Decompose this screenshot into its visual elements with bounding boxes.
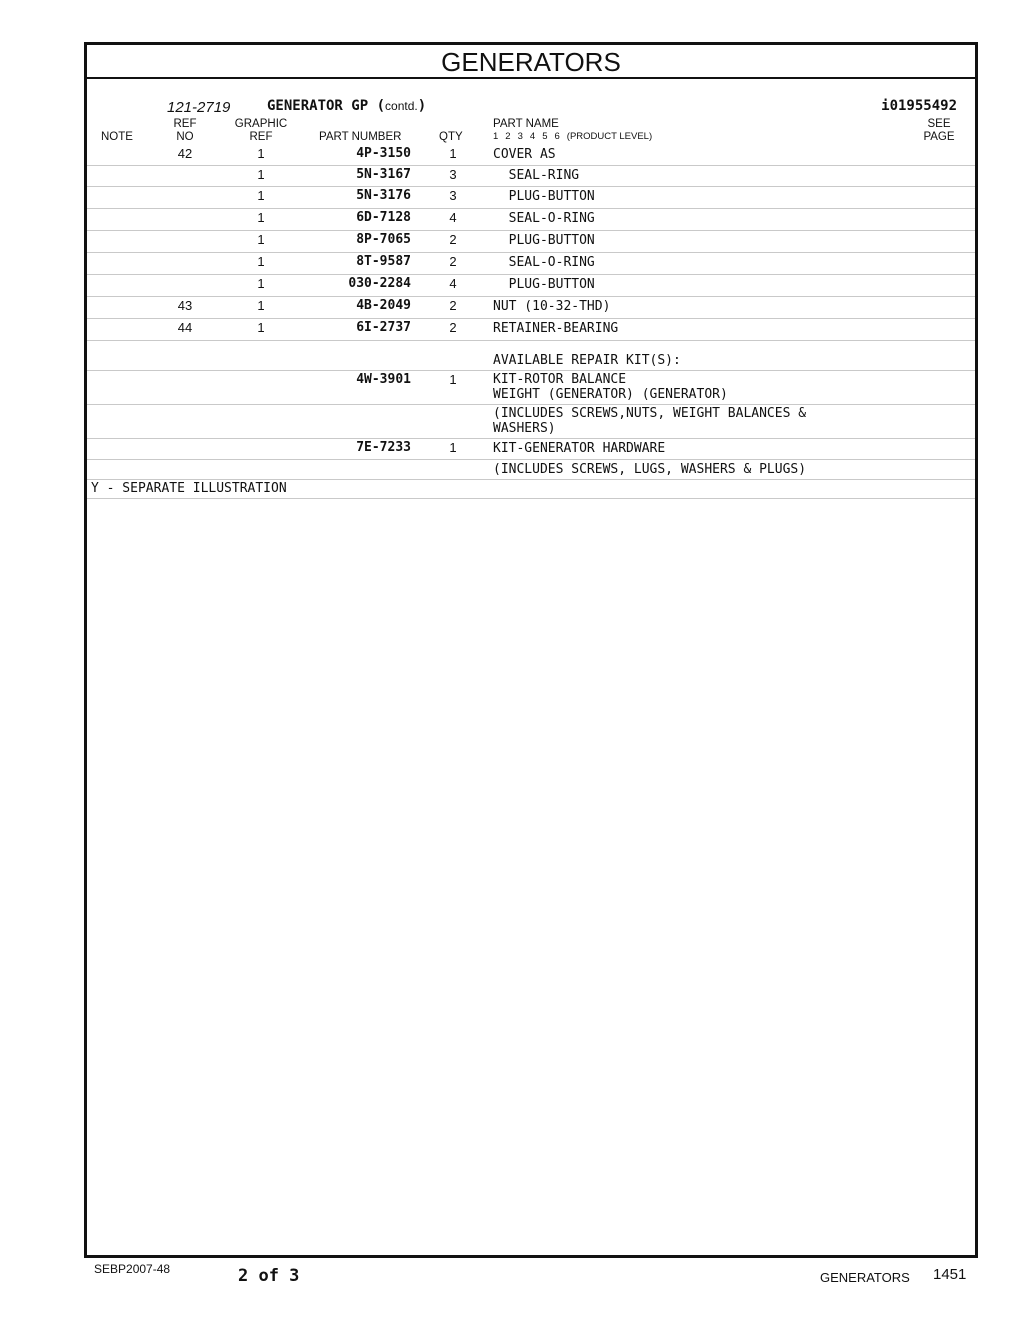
doc-code: SEBP2007-48: [94, 1262, 171, 1276]
table-row: [87, 253, 975, 275]
qty: 2: [449, 320, 457, 335]
table-row: [87, 231, 975, 253]
part-name: KIT-GENERATOR HARDWARE: [493, 441, 666, 456]
qty: 3: [449, 167, 457, 182]
header-qty: QTY: [439, 131, 463, 143]
part-name: PLUG-BUTTON: [493, 233, 595, 248]
table-row: [87, 319, 975, 341]
kit-row: [87, 371, 975, 405]
part-name: KIT-ROTOR BALANCE WEIGHT (GENERATOR) (GENERATOR): [493, 372, 728, 402]
part-number: 5N-3176: [356, 188, 411, 203]
table-row: [87, 145, 975, 166]
part-number: 5N-3167: [356, 167, 411, 182]
kits-heading: AVAILABLE REPAIR KIT(S):: [493, 353, 681, 368]
part-number: 8P-7065: [356, 232, 411, 247]
kit-note-row: [87, 405, 975, 439]
graphic-ref: 1: [257, 167, 265, 182]
kit-note: (INCLUDES SCREWS, LUGS, WASHERS & PLUGS): [493, 462, 807, 477]
kit-note-row: [87, 460, 975, 480]
page-of: 2 of 3: [238, 1266, 300, 1286]
part-number: 6I-2737: [356, 320, 411, 335]
part-name: PLUG-BUTTON: [493, 277, 595, 292]
part-name: PLUG-BUTTON: [493, 189, 595, 204]
qty: 1: [449, 146, 457, 161]
qty: 4: [449, 210, 457, 225]
part-name: SEAL-O-RING: [493, 255, 595, 270]
table-row: [87, 187, 975, 209]
contd-label: contd.: [385, 99, 418, 113]
footer-section: GENERATORS: [820, 1270, 910, 1285]
graphic-ref: 1: [257, 276, 265, 291]
part-number: 7E-7233: [356, 440, 411, 455]
qty: 2: [449, 232, 457, 247]
part-number: 4P-3150: [356, 146, 411, 161]
kits-heading-row: [87, 341, 975, 371]
header-part-number: PART NUMBER: [319, 131, 402, 143]
part-number: 4B-2049: [356, 298, 411, 313]
part-number: 4W-3901: [356, 372, 411, 387]
qty: 1: [449, 372, 457, 387]
footnote-row: [87, 480, 975, 499]
part-name: COVER AS: [493, 147, 556, 162]
table-row: [87, 166, 975, 187]
header-graphic-ref: GRAPHIC REF: [234, 118, 288, 143]
group-number: 121-2719: [167, 99, 231, 116]
section-title: GENERATORS: [87, 45, 975, 79]
group-name: GENERATOR GP (contd.): [267, 98, 427, 114]
part-number: 6D-7128: [356, 210, 411, 225]
kit-note: (INCLUDES SCREWS,NUTS, WEIGHT BALANCES & WASHERS): [493, 406, 807, 436]
part-number: 030-2284: [348, 276, 411, 291]
footnote: Y - SEPARATE ILLUSTRATION: [91, 481, 287, 496]
part-name: SEAL-RING: [493, 168, 580, 183]
table-row: [87, 209, 975, 231]
ref-no: 42: [177, 146, 193, 161]
graphic-ref: 1: [257, 320, 265, 335]
table-row: [87, 297, 975, 319]
header-see-page: SEE PAGE: [923, 118, 955, 143]
graphic-ref: 1: [257, 210, 265, 225]
ref-no: 43: [177, 298, 193, 313]
qty: 3: [449, 188, 457, 203]
graphic-ref: 1: [257, 254, 265, 269]
graphic-ref: 1: [257, 188, 265, 203]
header-part-name: PART NAME: [493, 118, 559, 130]
header-note: NOTE: [101, 131, 133, 143]
group-header: [87, 97, 975, 117]
header-product-levels: 1 2 3 4 5 6 (PRODUCT LEVEL): [493, 131, 653, 142]
ref-no: 44: [177, 320, 193, 335]
header-ref-no: REF NO: [173, 118, 197, 143]
qty: 2: [449, 298, 457, 313]
page-number: 1451: [933, 1266, 967, 1283]
qty: 2: [449, 254, 457, 269]
qty: 1: [449, 440, 457, 455]
qty: 4: [449, 276, 457, 291]
illustration-id: i01955492: [881, 98, 957, 114]
table-row: [87, 275, 975, 297]
parts-list-frame: [84, 42, 978, 1258]
graphic-ref: 1: [257, 232, 265, 247]
graphic-ref: 1: [257, 298, 265, 313]
graphic-ref: 1: [257, 146, 265, 161]
part-number: 8T-9587: [356, 254, 411, 269]
kit-row: [87, 439, 975, 460]
part-name: RETAINER-BEARING: [493, 321, 619, 336]
part-name: NUT (10-32-THD): [493, 299, 611, 314]
part-name: SEAL-O-RING: [493, 211, 595, 226]
